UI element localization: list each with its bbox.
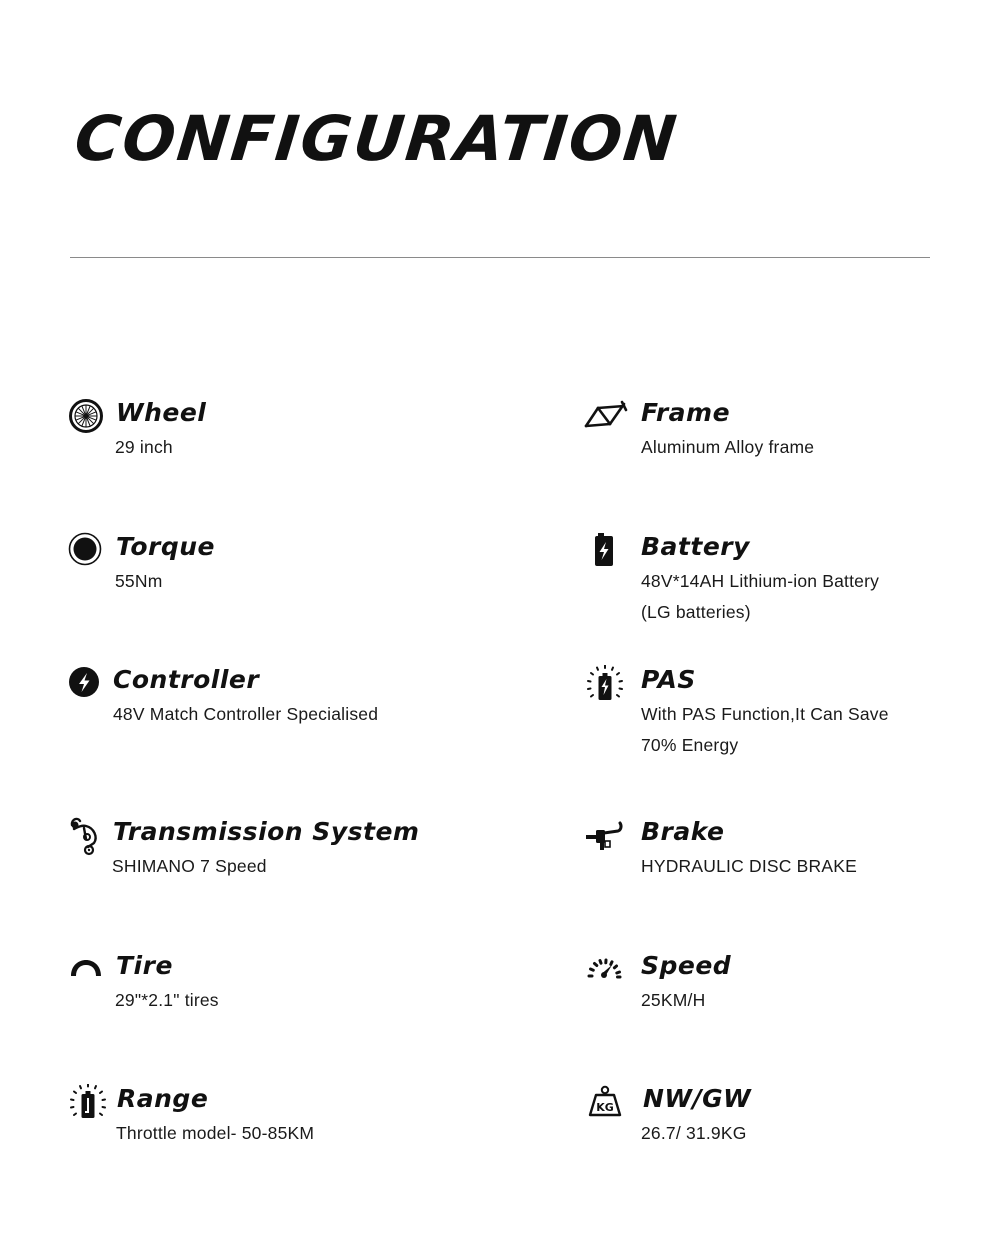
spec-value: 55Nm [115,571,163,591]
spec-label: Frame [641,398,731,427]
spec-label: Battery [641,532,750,561]
derailleur-icon [68,817,108,857]
spec-value: 25KM/H [641,990,706,1010]
spec-label: Speed [641,951,732,980]
spec-value: Throttle model- 50-85KM [116,1123,315,1143]
spec-value-line2: 70% Energy [641,735,739,755]
brake-lever-icon [584,817,624,857]
spec-value-line2: (LG batteries) [641,602,751,622]
spec-value: With PAS Function,It Can Save [641,704,889,724]
spec-label: Wheel [116,398,207,427]
spec-value: 48V*14AH Lithium-ion Battery [641,571,880,591]
spec-value: Aluminum Alloy frame [641,437,815,457]
range-battery-icon [68,1084,108,1124]
spec-label: NW/GW [643,1084,752,1113]
kg-weight-icon [584,1084,624,1124]
spec-label: Tire [116,951,173,980]
tire-icon [68,951,108,991]
spec-label: Controller [113,665,260,694]
battery-icon [584,532,624,572]
spec-value: 48V Match Controller Specialised [113,704,379,724]
wheel-icon [68,398,108,438]
divider [70,257,930,258]
speedometer-icon [584,951,624,991]
spec-label: Torque [116,532,215,561]
spec-label: PAS [641,665,696,694]
spec-label: Transmission System [113,817,420,846]
page-title: CONFIGURATION [71,102,682,175]
pas-battery-icon [584,665,624,705]
frame-icon [584,398,630,438]
spec-label: Brake [641,817,725,846]
torque-icon [68,532,108,572]
lightning-icon [68,665,108,705]
spec-value: 29 inch [115,437,173,457]
spec-label: Range [117,1084,209,1113]
spec-value: 29"*2.1" tires [115,990,219,1010]
kg-weight-icon-text: KG [596,1101,614,1114]
spec-value: SHIMANO 7 Speed [112,856,267,876]
spec-value: HYDRAULIC DISC BRAKE [641,856,857,876]
spec-value: 26.7/ 31.9KG [641,1123,747,1143]
